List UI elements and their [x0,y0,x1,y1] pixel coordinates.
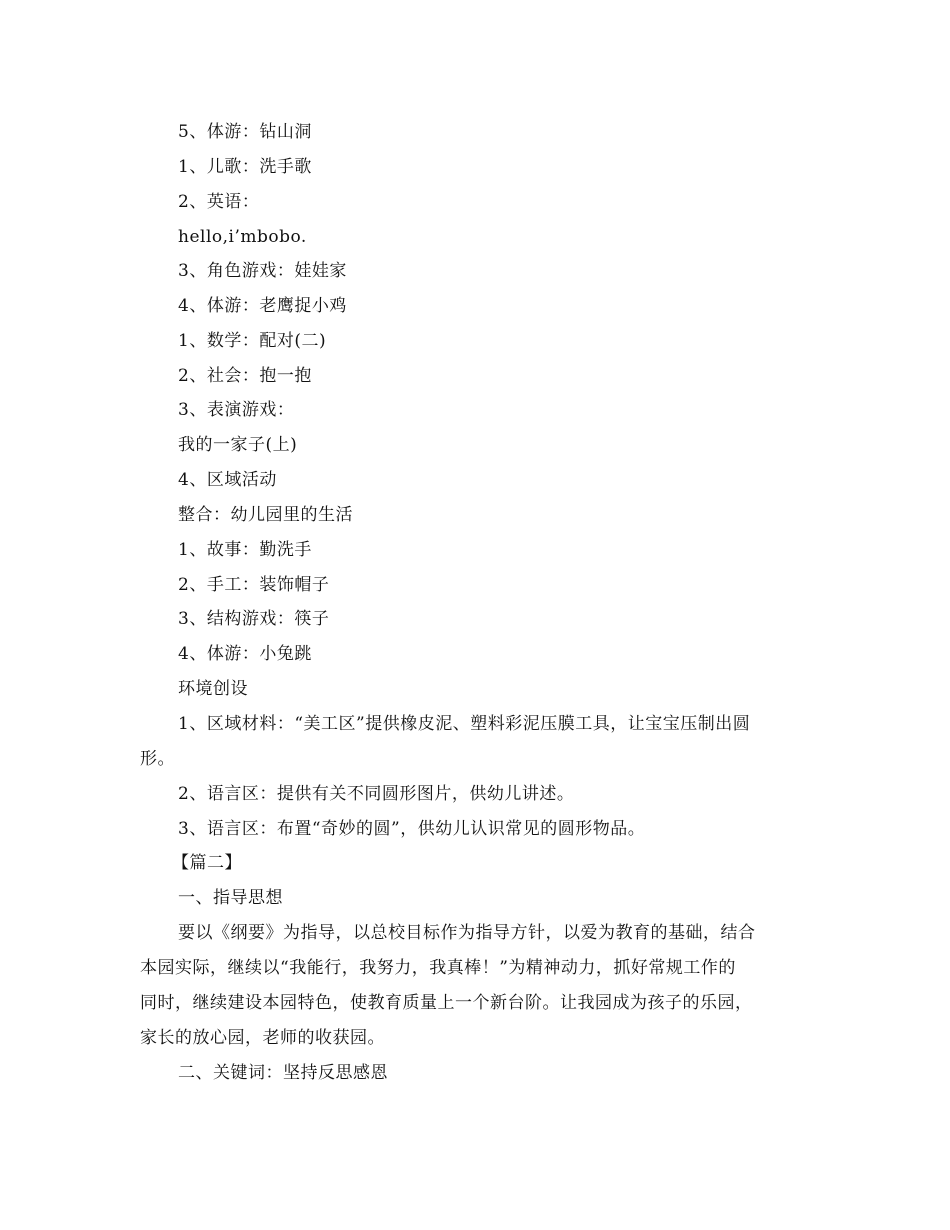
text-line: 2、手工：装饰帽子 [178,575,330,595]
text-line: 我的一家子(上) [178,435,298,455]
text-line: 2、语言区：提供有关不同圆形图片，供幼儿讲述。 [178,784,575,804]
section-heading: 环境创设 [178,679,248,699]
paragraph-line: 本园实际，继续以“我能行，我努力，我真棒！”为精神动力，抓好常规工作的 [140,958,736,978]
text-line: 4、区域活动 [178,470,277,490]
text-line: 3、语言区：布置“奇妙的圆”，供幼儿认识常见的圆形物品。 [178,819,646,839]
paragraph-line: 要以《纲要》为指导，以总校目标作为指导方针，以爱为教育的基础，结合 [178,923,756,943]
text-line: 形。 [140,749,175,769]
text-line: 4、体游：老鹰捉小鸡 [178,296,347,316]
section-heading: 一、指导思想 [178,888,283,908]
text-line: 1、数学：配对(二) [178,331,327,351]
text-line: 1、区域材料：“美工区”提供橡皮泥、塑料彩泥压膜工具，让宝宝压制出圆 [178,714,751,734]
text-line: 3、结构游戏：筷子 [178,609,330,629]
section-heading: 【篇二】 [172,853,242,873]
text-line: 1、儿歌：洗手歌 [178,157,312,177]
text-line: 2、英语： [178,192,260,212]
paragraph-line: 同时，继续建设本园特色，使教育质量上一个新台阶。让我园成为孩子的乐园， [140,993,753,1013]
text-line: 5、体游：钻山洞 [178,122,312,142]
paragraph-line: 家长的放心园，老师的收获园。 [140,1028,385,1048]
text-line: 4、体游：小兔跳 [178,644,312,664]
text-line: 2、社会：抱一抱 [178,366,312,386]
text-line: 3、表演游戏： [178,400,295,420]
section-heading: 整合：幼儿园里的生活 [178,505,353,525]
text-line: 1、故事：勤洗手 [178,540,312,560]
text-line: hello,i’mbobo. [178,227,307,247]
text-line: 3、角色游戏：娃娃家 [178,261,347,281]
section-heading: 二、关键词：坚持反思感恩 [178,1063,388,1083]
